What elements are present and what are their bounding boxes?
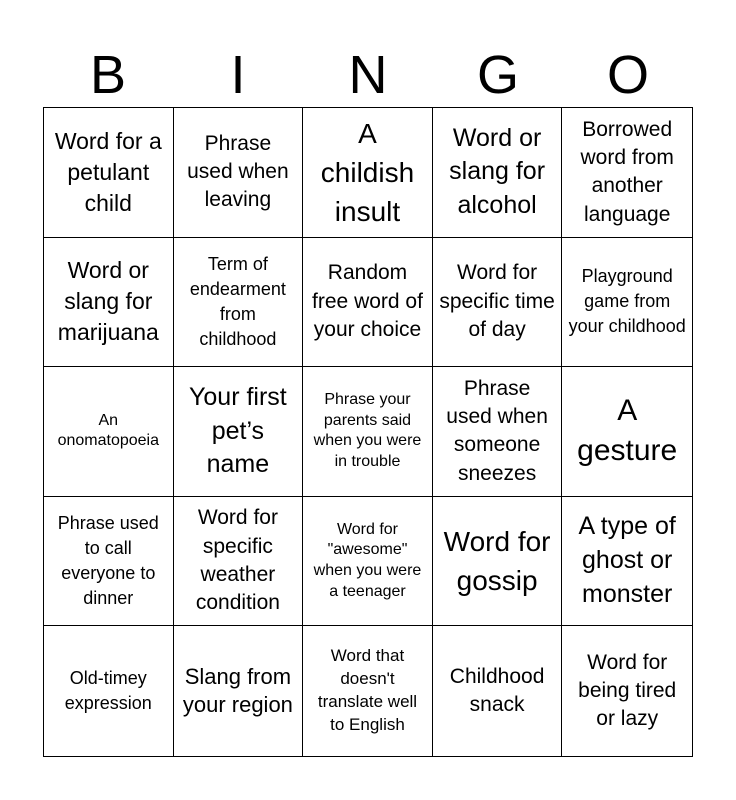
cell-text: Your first pet’s name — [189, 382, 287, 479]
bingo-cell[interactable] — [44, 497, 174, 627]
cell-text: Word for a petulant child — [54, 127, 162, 216]
bingo-cell[interactable] — [174, 367, 304, 497]
bingo-cell[interactable] — [433, 367, 563, 497]
cell-text: A gesture — [577, 393, 678, 468]
bingo-cell[interactable] — [562, 367, 692, 497]
cell-text: Phrase used to call everyone to dinner — [57, 512, 159, 609]
header-letter-i: I — [230, 45, 246, 105]
cell-text: Word for being tired or lazy — [578, 650, 677, 731]
bingo-cell[interactable] — [44, 367, 174, 497]
bingo-cell[interactable] — [433, 108, 563, 238]
bingo-board — [43, 107, 693, 757]
cell-text: An onomatopoeia — [57, 411, 159, 450]
cell-text: Slang from your region — [182, 663, 293, 718]
cell-text: Word or slang for marijuana — [57, 257, 159, 346]
bingo-cell[interactable] — [44, 108, 174, 238]
cell-text: Word that doesn't translate well to English — [317, 646, 418, 735]
cell-text: Old-timey expression — [64, 668, 152, 714]
bingo-cell[interactable] — [174, 626, 304, 756]
bingo-cell[interactable] — [433, 238, 563, 368]
bingo-cell[interactable] — [562, 238, 692, 368]
bingo-cell[interactable] — [433, 497, 563, 627]
cell-text: Word for "awesome" when you were a teenager — [313, 520, 422, 600]
cell-text: Phrase your parents said when you were in trouble — [313, 390, 422, 471]
bingo-cell[interactable] — [303, 626, 433, 756]
header-letter-n: N — [348, 45, 388, 105]
cell-text: Playground game from your childhood — [568, 266, 686, 337]
bingo-cell[interactable] — [562, 497, 692, 627]
bingo-cell[interactable] — [174, 238, 304, 368]
cell-text: Term of endearment from childhood — [189, 253, 286, 350]
cell-text: Random free word of your choice — [312, 261, 423, 342]
bingo-cell[interactable] — [303, 497, 433, 627]
header-letter-o: O — [606, 45, 649, 105]
bingo-cell[interactable] — [562, 626, 692, 756]
cell-text: Word for gossip — [443, 525, 551, 597]
cell-text: A type of ghost or monster — [578, 512, 676, 608]
cell-text: Word for specific time of day — [439, 261, 555, 342]
header-letter-b: B — [89, 45, 127, 105]
bingo-cell[interactable] — [433, 626, 563, 756]
header-letter-g: G — [476, 45, 519, 105]
cell-text: Phrase used when leaving — [187, 131, 289, 212]
bingo-header — [43, 44, 693, 106]
bingo-cell[interactable] — [303, 238, 433, 368]
bingo-cell[interactable] — [44, 626, 174, 756]
cell-text: Borrowed word from another language — [580, 117, 674, 226]
cell-text: A childish insult — [320, 117, 415, 227]
bingo-cell[interactable] — [174, 497, 304, 627]
cell-text: Phrase used when someone sneezes — [446, 376, 548, 485]
bingo-cell[interactable] — [303, 108, 433, 238]
bingo-cell[interactable] — [562, 108, 692, 238]
cell-text: Childhood snack — [449, 664, 545, 717]
bingo-cell[interactable] — [44, 238, 174, 368]
cell-text: Word or slang for alcohol — [449, 123, 546, 220]
cell-text: Word for specific weather condition — [195, 506, 280, 615]
bingo-cell[interactable] — [303, 367, 433, 497]
bingo-cell[interactable] — [174, 108, 304, 238]
